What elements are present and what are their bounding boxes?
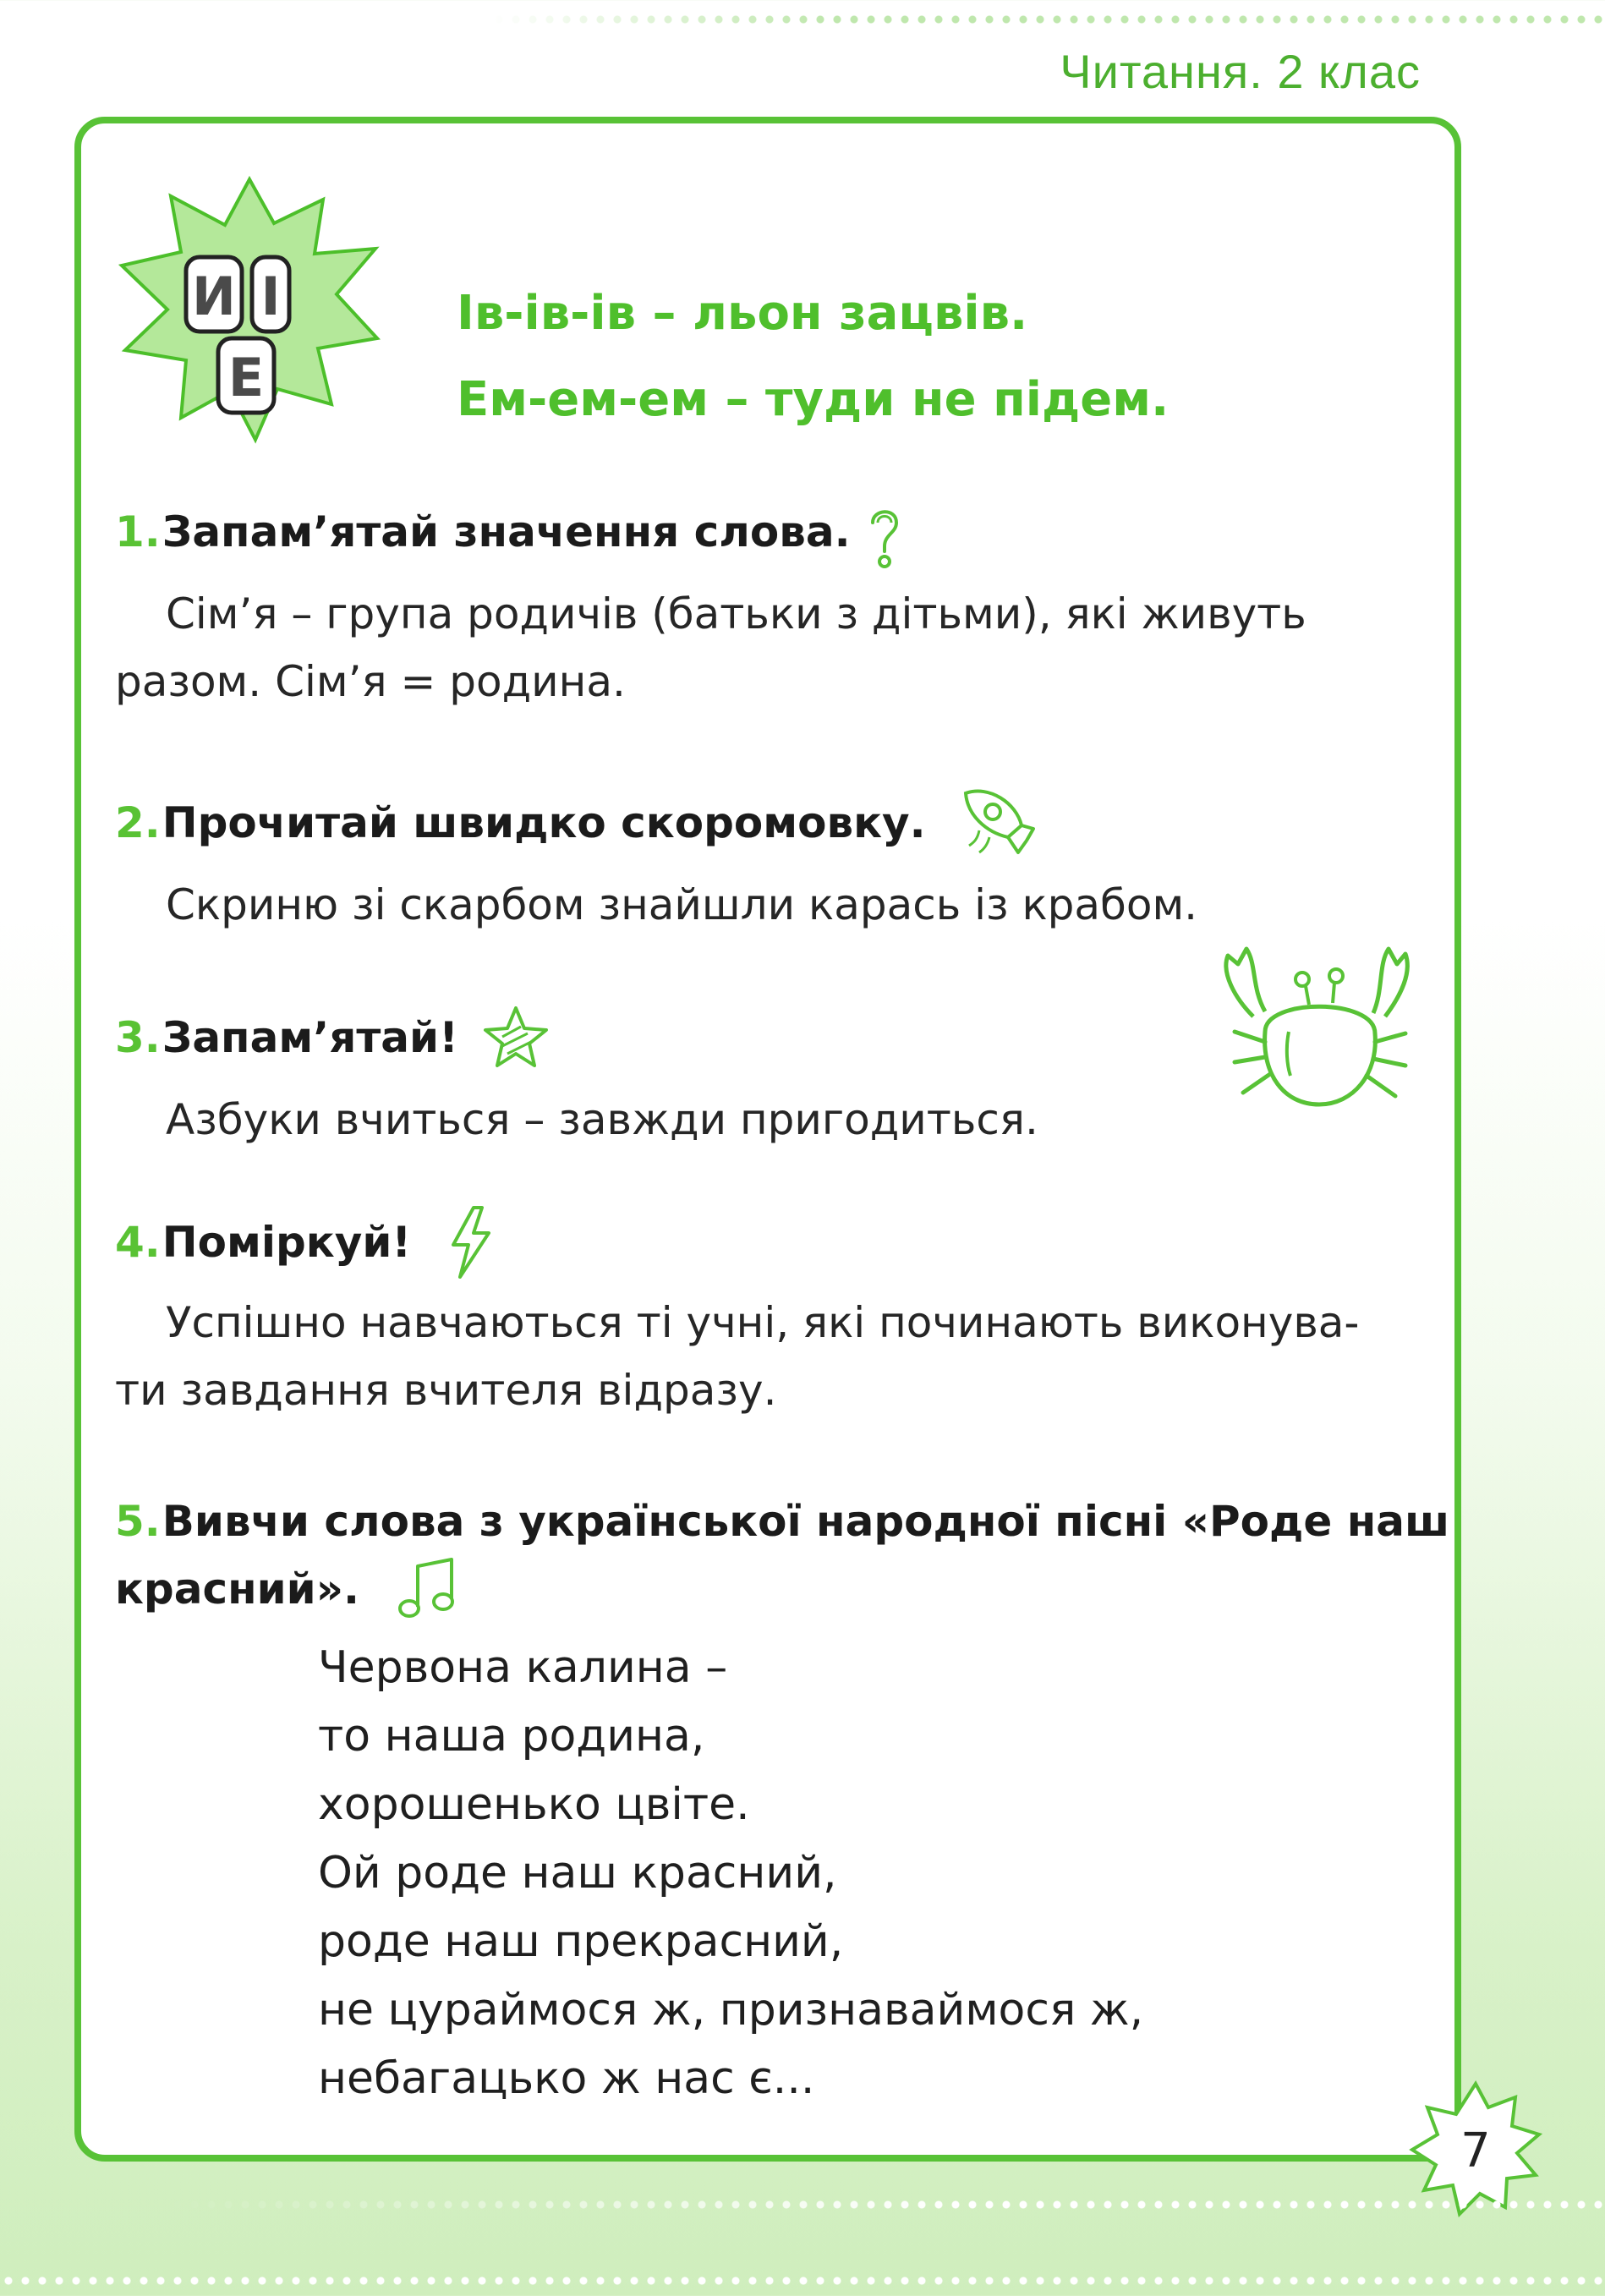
- task-4-heading: [115, 1218, 411, 1267]
- task-number: 5.: [115, 1497, 161, 1546]
- poem-line: хорошенько цвіте.: [318, 1779, 750, 1830]
- task-heading-text: Вивчи слова з української народної пісні «Роде наш: [162, 1497, 1450, 1546]
- poem-line: роде наш прекрасний,: [318, 1916, 844, 1967]
- letters-star-badge: [110, 169, 389, 448]
- task-3-heading: [115, 1013, 458, 1062]
- song-lyrics: [318, 1634, 1143, 2113]
- task-heading-text: Запам’ятай!: [162, 1013, 458, 1062]
- rocket-icon: [956, 781, 1037, 858]
- music-note-icon: [396, 1554, 463, 1622]
- task-1-heading: [115, 507, 851, 556]
- tongue-twister-line: Ем-ем-ем – туди не підем.: [457, 372, 1170, 427]
- poem-line: Ой роде наш красний,: [318, 1848, 837, 1899]
- top-dots-decoration: [490, 14, 1605, 25]
- task-heading-text: Запам’ятай значення слова.: [162, 507, 851, 556]
- task-1-text-line: Сім’я – група родичів (батьки з дітьми), які живуть: [166, 589, 1306, 638]
- crab-icon: [1209, 939, 1429, 1125]
- task-number: 2.: [115, 798, 161, 847]
- lightning-icon: [445, 1204, 496, 1280]
- badge-letter-i: І: [260, 266, 281, 327]
- poem-line: небагацько ж нас є...: [318, 2053, 815, 2104]
- bottom-dots-decoration: [0, 2199, 1605, 2211]
- poem-line: Червона калина –: [318, 1642, 728, 1693]
- page-header-title: Читання. 2 клас: [1060, 45, 1421, 98]
- task-2-heading: [115, 798, 926, 847]
- task-number: 1.: [115, 507, 161, 556]
- tongue-twister-line: Ів-ів-ів – льон зацвів.: [457, 286, 1028, 341]
- bottom-dots-decoration-lower: [0, 2275, 1605, 2287]
- task-5-heading-continued: красний».: [115, 1564, 360, 1614]
- star-icon: [482, 1003, 550, 1071]
- page-number: 7: [1460, 2123, 1491, 2178]
- task-heading-text: Прочитай швидко скоромовку.: [162, 798, 926, 847]
- question-icon: [866, 504, 903, 572]
- task-4-text-line: Успішно навчаються ті учні, які починають виконува-: [166, 1298, 1360, 1347]
- task-1-text-line: разом. Сім’я = родина.: [115, 657, 626, 706]
- task-5-heading: [115, 1497, 1449, 1546]
- badge-letter-e: Е: [227, 347, 265, 408]
- task-number: 3.: [115, 1013, 161, 1062]
- task-heading-text: Поміркуй!: [162, 1218, 412, 1267]
- task-3-text-line: Азбуки вчиться – завжди пригодиться.: [166, 1095, 1038, 1144]
- task-4-text-line: ти завдання вчителя відразу.: [115, 1366, 777, 1415]
- tongue-twister: [457, 271, 1169, 443]
- poem-line: не цураймося ж, признаваймося ж,: [318, 1985, 1144, 2036]
- poem-line: то наша родина,: [318, 1711, 705, 1762]
- task-number: 4.: [115, 1218, 161, 1267]
- task-2-text-line: Скриню зі скарбом знайшли карась із крабом.: [166, 880, 1198, 929]
- badge-letter-i-ukr: И: [192, 266, 236, 327]
